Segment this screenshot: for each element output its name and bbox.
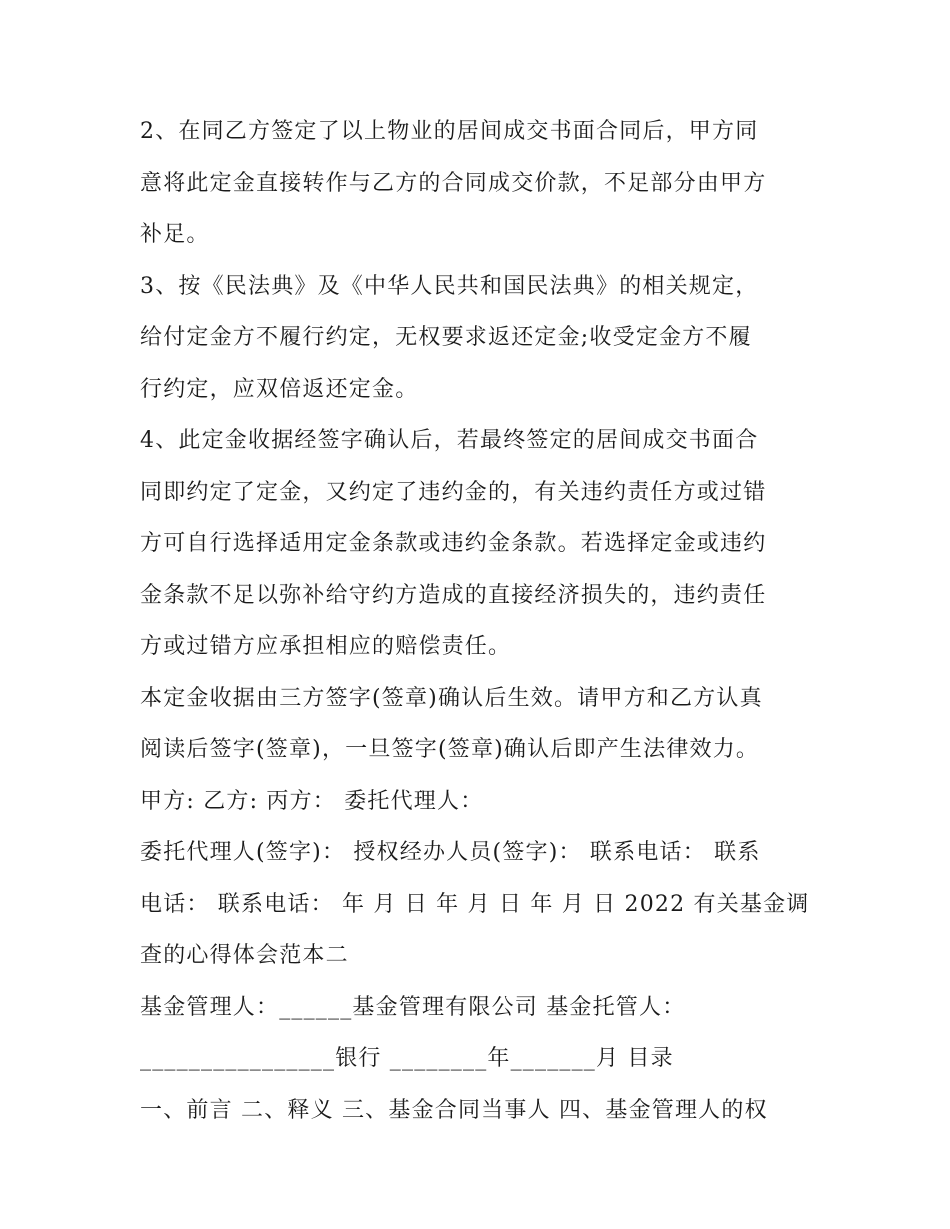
text-line: 委托代理人(签字)： 授权经办人员(签字)： 联系电话： 联系 (140, 840, 761, 865)
text-line: 一、前言 二、释义 三、基金合同当事人 四、基金管理人的权 (140, 1097, 768, 1123)
text-line: 4、此定金收据经签字确认后，若最终签定的居间成交书面合 (140, 428, 759, 453)
text-line: 电话： 联系电话： 年 月 日 年 月 日 年 月 日 2022 有关基金调 (140, 891, 810, 917)
text-line: 意将此定金直接转作与乙方的合同成交价款，不足部分由甲方 (140, 170, 767, 196)
text-line: 甲方: 乙方: 丙方： 委托代理人： (140, 788, 484, 814)
text-line: 查的心得体会范本二 (140, 943, 349, 968)
text-line: 补足。 (140, 222, 210, 247)
text-line: 金条款不足以弥补给守约方造成的直接经济损失的，违约责任 (140, 582, 767, 608)
text-line: 阅读后签字(签章)，一旦签字(签章)确认后即产生法律效力。 (140, 737, 760, 762)
document-body (140, 106, 820, 1136)
text-line: 给付定金方不履行约定，无权要求返还定金;收受定金方不履 (140, 325, 752, 350)
text-line: 本定金收据由三方签字(签章)确认后生效。请甲方和乙方认真 (140, 685, 763, 711)
text-line: 3、按《民法典》及《中华人民共和国民法典》的相关规定， (140, 273, 759, 299)
text-line: ________________银行 ________年_______月 目录 (140, 1046, 674, 1071)
text-line: 方可自行选择适用定金条款或违约金条款。若选择定金或违约 (140, 531, 767, 556)
text-line: 同即约定了定金，又约定了违约金的，有关违约责任方或过错 (140, 479, 767, 505)
text-line: 2、在同乙方签定了以上物业的居间成交书面合同后，甲方同 (140, 119, 759, 144)
text-line: 行约定，应双倍返还定金。 (140, 376, 419, 402)
text-line: 方或过错方应承担相应的赔偿责任。 (140, 634, 512, 659)
text-line: 基金管理人：______基金管理有限公司 基金托管人： (140, 994, 686, 1020)
